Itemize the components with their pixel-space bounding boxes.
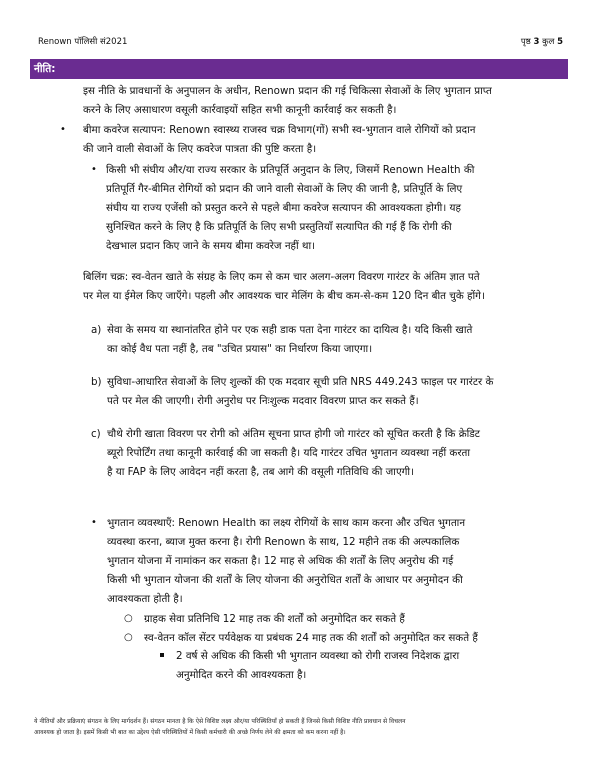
item-b-label: b) bbox=[91, 376, 102, 388]
insurance-sub-line: प्रतिपूर्ति गैर-बीमित रोगियों को प्रदान की जाने वाली सेवाओं के लिए की जानी है, प्रतिपूर्ति के लिए bbox=[106, 183, 463, 195]
section-title: नीति: bbox=[34, 63, 56, 75]
approval-director-line-1: 2 वर्ष से अधिक की किसी भी भुगतान व्यवस्था को रोगी राजस्व निदेशक द्वारा bbox=[176, 650, 460, 662]
item-c-line-3: है या FAP के लिए आवेदन नहीं करता है, तब आगे की वसूली गतिविधि की जाएगी। bbox=[107, 466, 415, 478]
item-a-line-2: का कोई वैध पता नहीं है, तब "उचित प्रयास" का निर्धारण किया जाएगा। bbox=[107, 343, 373, 355]
approval-rep: ग्राहक सेवा प्रतिनिधि 12 माह तक की शर्तों को अनुमोदित कर सकते हैं bbox=[144, 613, 405, 625]
bullet-dot-icon: • bbox=[91, 164, 97, 175]
page-number: 3 bbox=[533, 37, 540, 47]
insurance-line-2: की जाने वाली सेवाओं के लिए कवरेज पात्रता की पुष्टि करता है। bbox=[83, 143, 317, 155]
insurance-sub-line: देखभाल प्रदान किए जाने के समय बीमा कवरेज नहीं था। bbox=[106, 240, 316, 252]
section-header-bar bbox=[30, 59, 568, 79]
bullet-dot-icon: • bbox=[91, 517, 97, 528]
payment-line: व्यवस्था करना, ब्याज मुक्त करना है। रोगी Renown के साथ, 12 महीने तक की अल्पकालिक bbox=[107, 536, 460, 548]
circle-bullet-icon: ○ bbox=[124, 632, 133, 643]
policy-number: Renown पॉलिसी सं2021 bbox=[38, 37, 128, 47]
item-c-line-2: ब्यूरो रिपोर्टिंग तथा कानूनी कार्रवाई की जा सकती है। यदि गारंटर उचित भुगतान व्यवस्था नहीं करता bbox=[107, 447, 471, 459]
payment-line: भुगतान योजना में नामांकन कर सकता है। 12 माह से अधिक की शर्तों के लिए अनुरोध की गई bbox=[107, 555, 454, 567]
payment-line: आवश्यकता होती है। bbox=[107, 593, 183, 605]
item-c-line-1: चौथे रोगी खाता विवरण पर रोगी को अंतिम सूचना प्राप्त होगी जो गारंटर को सूचित करती है कि क्रेडिट bbox=[107, 428, 480, 440]
item-c-label: c) bbox=[91, 428, 101, 440]
bullet-dot-icon: • bbox=[60, 124, 66, 135]
page-of: कुल bbox=[542, 37, 555, 47]
footer-line-2: आवश्यक हो जाता है। इसमें किसी भी बात का उद्देश्य ऐसी परिस्थितियों में किसी कर्मचारी की अच्छे निर्णय लेने की क्षमता को कम करना नहीं है। bbox=[34, 729, 346, 736]
item-a-line-1: सेवा के समय या स्थानांतरित होने पर एक सही डाक पता देना गारंटर का दायित्व है। यदि किसी खाते bbox=[107, 324, 473, 336]
item-a-label: a) bbox=[91, 324, 102, 336]
page-prefix: पृष्ठ bbox=[520, 37, 531, 47]
payment-line: भुगतान व्यवस्थाएँ: Renown Health का लक्ष्य रोगियों के साथ काम करना और उचित भुगतान bbox=[107, 517, 466, 529]
square-bullet-icon bbox=[160, 653, 164, 657]
approval-director-line-2: अनुमोदित करने की आवश्यकता है। bbox=[176, 669, 307, 681]
payment-line: किसी भी भुगतान योजना की शर्तों के लिए योजना की अनुरोधित शर्तों के आधार पर अनुमोदन की bbox=[107, 574, 463, 586]
insurance-sub-line: किसी भी संघीय और/या राज्य सरकार के प्रतिपूर्ति अनुदान के लिए, जिसमें Renown Health की bbox=[106, 164, 475, 176]
intro-line-1: इस नीति के प्रावधानों के अनुपालन के अधीन, Renown प्रदान की गई चिकित्सा सेवाओं के लिए भुगतान प्राप्त bbox=[83, 85, 492, 97]
billing-line-2: पर मेल या ईमेल किए जाएँगे। पहली और आवश्यक चार मेलिंग के बीच कम-से-कम 120 दिन बीत चुके होंगे। bbox=[83, 290, 485, 302]
page-indicator bbox=[521, 36, 563, 47]
item-b-line-2: पते पर मेल की जाएगी। रोगी अनुरोध पर निःशुल्क मदवार विवरण प्राप्त कर सकते हैं। bbox=[107, 395, 419, 407]
item-b-line-1: सुविधा-आधारित सेवाओं के लिए शुल्कों की एक मदवार सूची प्रति NRS 449.243 फाइल पर गारंटर के bbox=[107, 376, 494, 388]
insurance-sub-line: सुनिश्चित करने के लिए है कि प्रतिपूर्ति के लिए सभी प्रस्तुतियाँ सत्यापित की गई हैं कि रोगी की bbox=[106, 221, 452, 233]
insurance-sub-line: संघीय या राज्य एजेंसी को प्रस्तुत करने से पहले बीमा कवरेज सत्यापन की आवश्यकता होगी। यह bbox=[106, 202, 461, 214]
approval-supervisor: स्व-वेतन कॉल सेंटर पर्यवेक्षक या प्रबंधक 24 माह तक की शर्तों को अनुमोदित कर सकते हैं bbox=[144, 632, 478, 644]
footer-line-1: ये नीतियाँ और प्रक्रियाएं संगठन के लिए मार्गदर्शन हैं। संगठन मानता है कि ऐसे विशिष्ट लक्ष्य और/या परिस्थितियाँ हो सकती हैं जिनसे किसी विशिष्ट नीति प्रावधान से विचलन bbox=[34, 718, 406, 725]
billing-line-1: बिलिंग चक्र: स्व-वेतन खाते के संग्रह के लिए कम से कम चार अलग-अलग विवरण गारंटर के अंतिम ज्ञात पते bbox=[83, 271, 480, 283]
footer-disclaimer bbox=[34, 716, 564, 738]
insurance-line-1: बीमा कवरेज सत्यापन: Renown स्वास्थ्य राजस्व चक्र विभाग(गों) सभी स्व-भुगतान वाले रोगियों को प्रदान bbox=[83, 124, 476, 136]
circle-bullet-icon: ○ bbox=[124, 613, 133, 624]
intro-line-2: करने के लिए असाधारण वसूली कार्रवाइयों सहित सभी कानूनी कार्रवाई कर सकती है। bbox=[83, 104, 397, 116]
total-pages: 5 bbox=[557, 37, 563, 47]
